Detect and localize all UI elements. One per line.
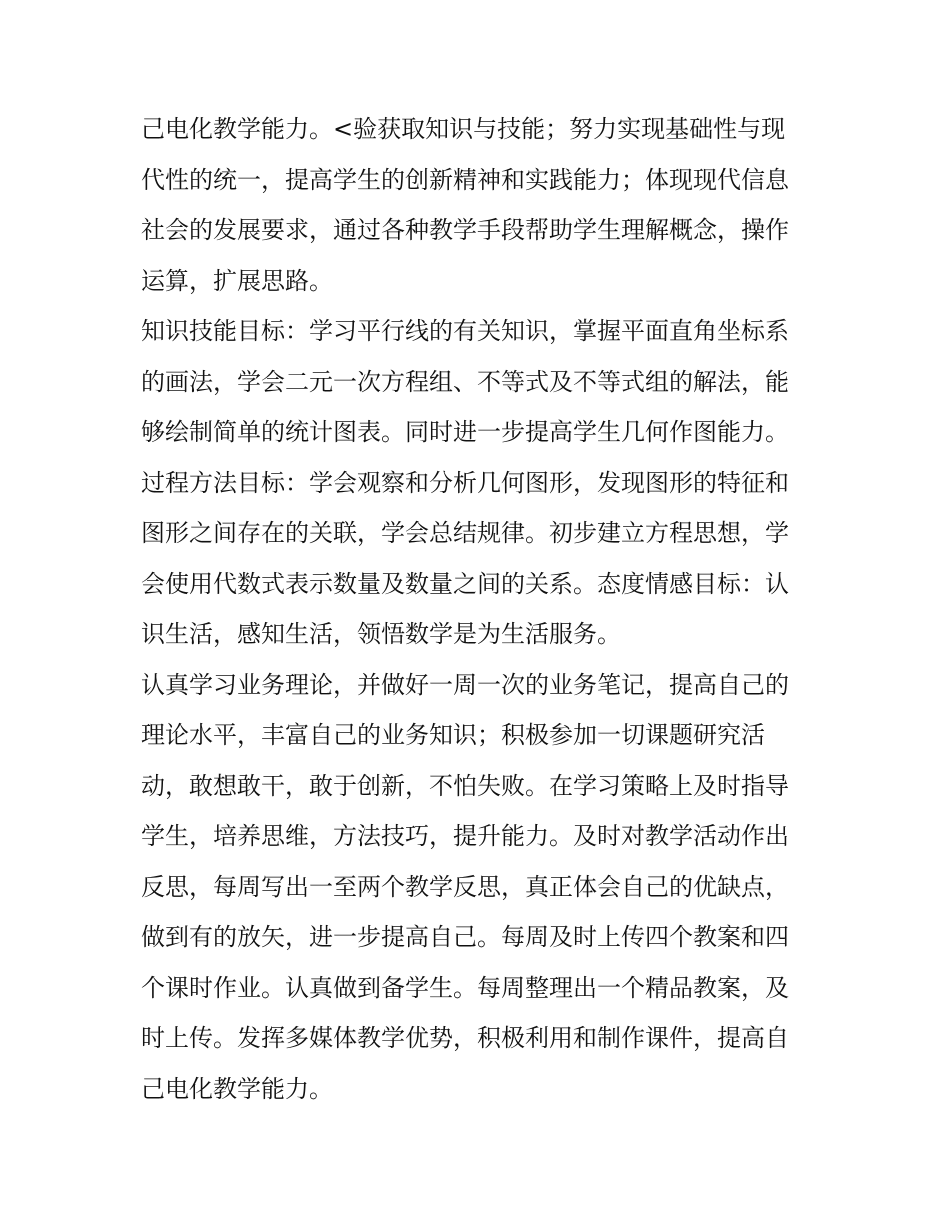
text-line-19: 时上传。发挥多媒体教学优势，积极利用和制作课件，提高自 bbox=[141, 1024, 789, 1052]
text-line-16: 反思，每周写出一至两个教学反思，真正体会自己的优缺点， bbox=[141, 872, 789, 901]
text-line-13: 理论水平，丰富自己的业务知识；积极参加一切课题研究活 bbox=[141, 721, 765, 749]
text-line-7: 够绘制简单的统计图表。同时进一步提高学生几何作图能力。 bbox=[141, 418, 789, 446]
text-line-2: 代性的统一，提高学生的创新精神和实践能力；体现现代信息 bbox=[141, 165, 789, 194]
text-line-8: 过程方法目标：学会观察和分析几何图形，发现图形的特征和 bbox=[141, 468, 789, 497]
text-line-14: 动，敢想敢干，敢于创新，不怕失败。在学习策略上及时指导 bbox=[141, 771, 789, 800]
text-line-10: 会使用代数式表示数量及数量之间的关系。态度情感目标：认 bbox=[141, 569, 789, 598]
text-line-1: 己电化教学能力。<验获取知识与技能；努力实现基础性与现 bbox=[141, 115, 786, 143]
text-line-4: 运算，扩展思路。 bbox=[141, 266, 333, 295]
text-line-5: 知识技能目标：学习平行线的有关知识，掌握平面直角坐标系 bbox=[141, 317, 789, 345]
text-line-12: 认真学习业务理论，并做好一周一次的业务笔记，提高自己的 bbox=[141, 670, 789, 699]
text-line-17: 做到有的放矢，进一步提高自己。每周及时上传四个教案和四 bbox=[141, 923, 789, 951]
document-body bbox=[141, 104, 821, 1114]
text-line-6: 的画法，学会二元一次方程组、不等式及不等式组的解法，能 bbox=[141, 367, 789, 396]
text-line-20: 己电化教学能力。 bbox=[141, 1074, 333, 1103]
text-line-9: 图形之间存在的关联，学会总结规律。初步建立方程思想，学 bbox=[141, 519, 789, 547]
text-line-15: 学生，培养思维，方法技巧，提升能力。及时对教学活动作出 bbox=[141, 822, 789, 850]
text-line-18: 个课时作业。认真做到备学生。每周整理出一个精品教案，及 bbox=[141, 973, 789, 1002]
text-line-11: 识生活，感知生活，领悟数学是为生活服务。 bbox=[141, 620, 621, 648]
text-line-3: 社会的发展要求，通过各种教学手段帮助学生理解概念，操作 bbox=[141, 216, 789, 244]
